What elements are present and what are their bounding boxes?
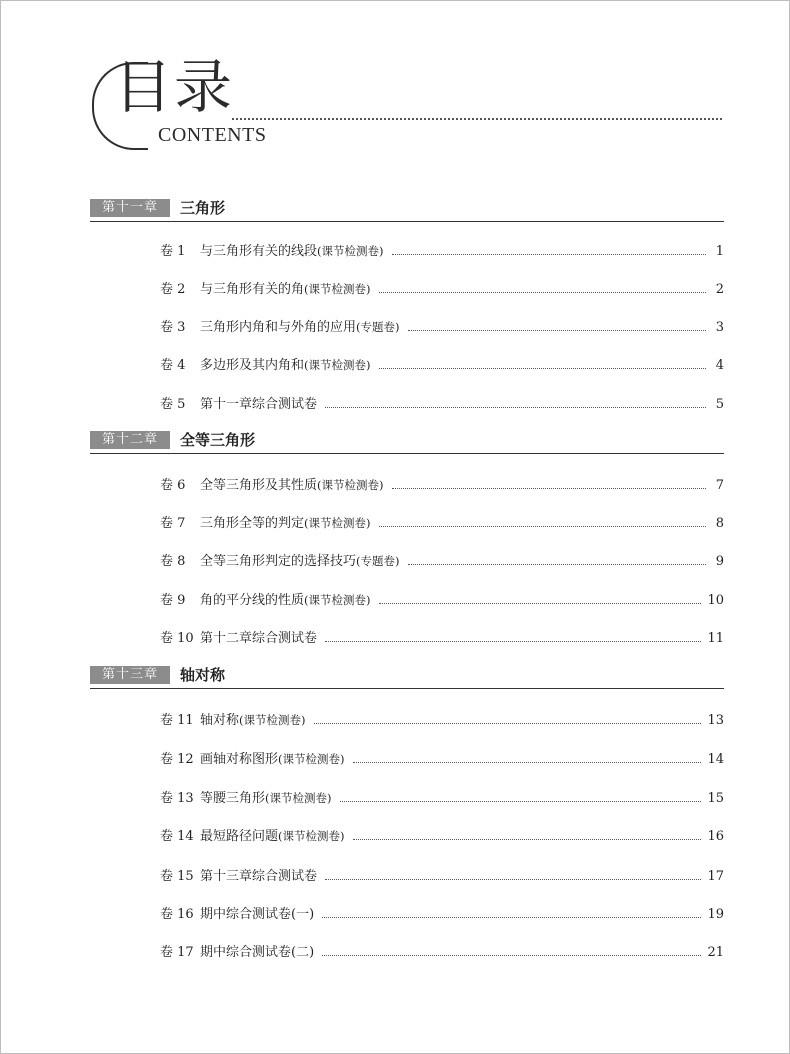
entry-title: 与三角形有关的角(课节检测卷) — [200, 282, 371, 297]
dot-leader — [408, 329, 707, 331]
dot-leader — [392, 487, 707, 489]
toc-entry[interactable] — [160, 709, 724, 729]
dot-leader — [353, 838, 702, 840]
entry-volume: 卷 1 — [160, 244, 186, 259]
entry-title: 三角形全等的判定(课节检测卷) — [200, 516, 371, 531]
dot-leader — [379, 367, 707, 369]
chapter-12 — [90, 431, 724, 454]
entry-volume: 卷 3 — [160, 320, 186, 335]
entry-volume: 卷 12 — [160, 752, 194, 767]
dot-leader — [353, 761, 702, 763]
entry-volume: 卷 10 — [160, 631, 194, 646]
chapter-tag: 第十一章 — [90, 199, 170, 217]
page-title: 目录 — [114, 53, 235, 121]
entry-title: 全等三角形及其性质(课节检测卷) — [200, 478, 384, 493]
toc-entry[interactable] — [160, 512, 724, 532]
entry-title: 最短路径问题(课节检测卷) — [200, 829, 345, 844]
dot-leader — [322, 954, 701, 956]
chapter-title: 全等三角形 — [180, 431, 256, 449]
dot-leader — [325, 406, 706, 408]
toc-entry[interactable] — [160, 474, 724, 494]
dot-leader — [392, 253, 707, 255]
entry-volume: 卷 8 — [160, 554, 186, 569]
entry-volume: 卷 14 — [160, 829, 194, 844]
entry-page: 10 — [707, 593, 724, 608]
entry-volume: 卷 15 — [160, 869, 194, 884]
dot-leader — [408, 563, 707, 565]
toc-entry[interactable] — [160, 393, 724, 413]
dot-leader — [314, 722, 702, 724]
entry-page: 19 — [707, 907, 724, 922]
entry-title: 期中综合测试卷(二) — [200, 945, 315, 960]
chapter-11 — [90, 199, 724, 222]
entry-page: 7 — [715, 478, 724, 493]
dot-leader — [325, 878, 701, 880]
entry-page: 17 — [707, 869, 724, 884]
chapter-title: 轴对称 — [180, 666, 226, 684]
toc-entry[interactable] — [160, 278, 724, 298]
chapter-title: 三角形 — [180, 199, 226, 217]
entry-volume: 卷 17 — [160, 945, 194, 960]
entry-volume: 卷 13 — [160, 791, 194, 806]
entry-title: 角的平分线的性质(课节检测卷) — [200, 593, 371, 608]
entry-title: 全等三角形判定的选择技巧(专题卷) — [200, 554, 400, 569]
entry-page: 1 — [715, 244, 724, 259]
dot-leader — [322, 916, 701, 918]
entry-page: 4 — [715, 358, 724, 373]
entry-volume: 卷 11 — [160, 713, 194, 728]
toc-entry[interactable] — [160, 627, 724, 647]
dot-leader — [379, 291, 707, 293]
toc-entry[interactable] — [160, 589, 724, 609]
entry-page: 13 — [707, 713, 724, 728]
chapter-13 — [90, 666, 724, 689]
entry-page: 3 — [715, 320, 724, 335]
entry-volume: 卷 2 — [160, 282, 186, 297]
toc-entry[interactable] — [160, 825, 724, 845]
entry-volume: 卷 5 — [160, 397, 186, 412]
entry-page: 21 — [707, 945, 724, 960]
entry-title: 轴对称(课节检测卷) — [200, 713, 306, 728]
toc-entry[interactable] — [160, 748, 724, 768]
entry-volume: 卷 4 — [160, 358, 186, 373]
entry-page: 11 — [707, 631, 724, 646]
page-subtitle: CONTENTS — [158, 124, 267, 146]
chapter-header — [90, 431, 724, 454]
entry-volume: 卷 6 — [160, 478, 186, 493]
entry-volume: 卷 9 — [160, 593, 186, 608]
entry-page: 9 — [715, 554, 724, 569]
entry-title: 第十二章综合测试卷 — [200, 631, 318, 646]
toc-entry[interactable] — [160, 354, 724, 374]
entry-page: 8 — [715, 516, 724, 531]
toc-entry[interactable] — [160, 903, 724, 923]
toc-entry[interactable] — [160, 941, 724, 961]
toc-entry[interactable] — [160, 240, 724, 260]
chapter-header — [90, 666, 724, 689]
entry-title: 多边形及其内角和(课节检测卷) — [200, 358, 371, 373]
entry-page: 2 — [715, 282, 724, 297]
toc-entry[interactable] — [160, 550, 724, 570]
toc-entry[interactable] — [160, 865, 724, 885]
entry-volume: 卷 16 — [160, 907, 194, 922]
toc-entry[interactable] — [160, 787, 724, 807]
entry-title: 第十三章综合测试卷 — [200, 869, 318, 884]
dot-leader — [379, 525, 707, 527]
header-dotted-rule — [232, 118, 722, 120]
entry-title: 第十一章综合测试卷 — [200, 397, 318, 412]
entry-page: 16 — [707, 829, 724, 844]
chapter-tag: 第十二章 — [90, 431, 170, 449]
chapter-header — [90, 199, 724, 222]
entry-volume: 卷 7 — [160, 516, 186, 531]
entry-page: 14 — [707, 752, 724, 767]
chapter-tag: 第十三章 — [90, 666, 170, 684]
dot-leader — [340, 800, 702, 802]
entry-title: 期中综合测试卷(一) — [200, 907, 315, 922]
dot-leader — [379, 602, 702, 604]
entry-title: 画轴对称图形(课节检测卷) — [200, 752, 345, 767]
entry-title: 三角形内角和与外角的应用(专题卷) — [200, 320, 400, 335]
entry-page: 5 — [715, 397, 724, 412]
entry-title: 与三角形有关的线段(课节检测卷) — [200, 244, 384, 259]
toc-entry[interactable] — [160, 316, 724, 336]
entry-page: 15 — [707, 791, 724, 806]
entry-title: 等腰三角形(课节检测卷) — [200, 791, 332, 806]
dot-leader — [325, 640, 701, 642]
